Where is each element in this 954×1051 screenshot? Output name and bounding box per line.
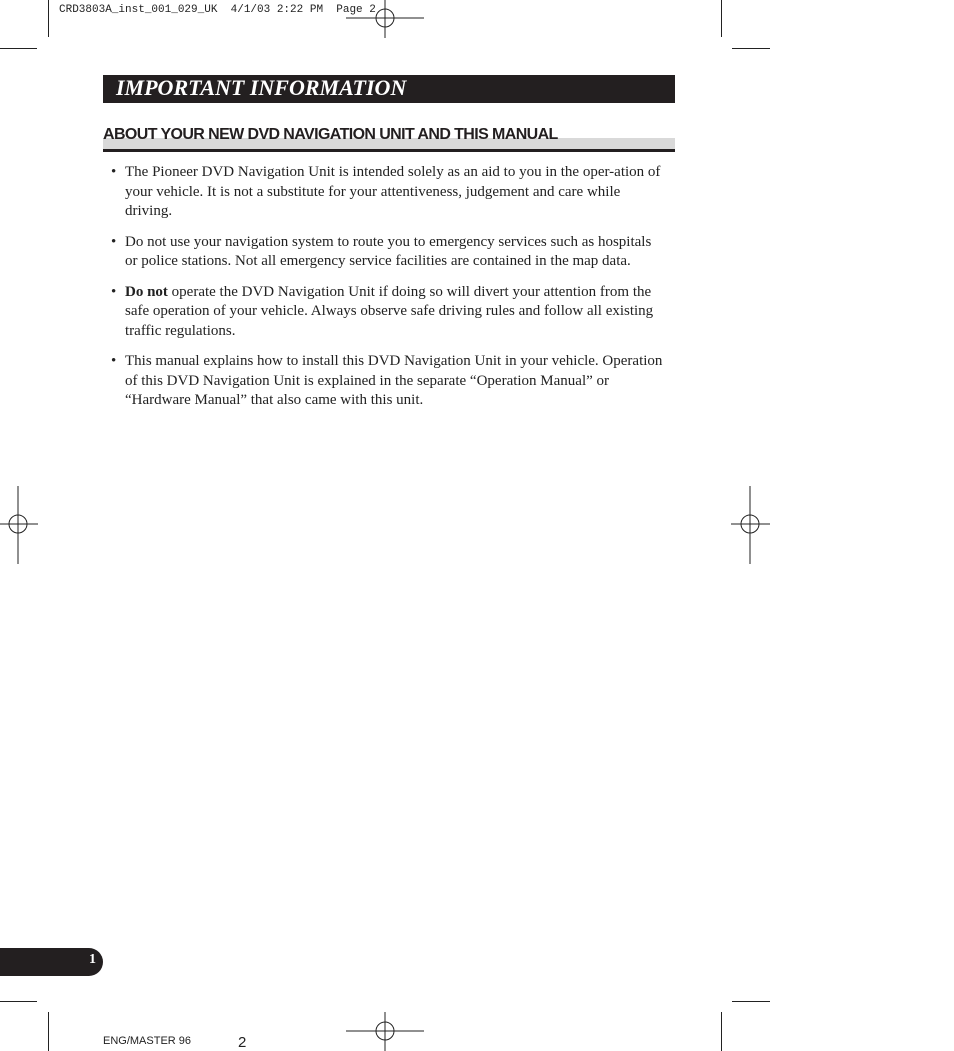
section-tab-number: 1	[89, 952, 96, 967]
bullet-icon: •	[111, 283, 117, 300]
list-item-text: Do not use your navigation system to route you to emergency services such as hospitals or police stations. Not all emergency service facilities are contained in the map data.	[125, 233, 652, 269]
list-item-text: The Pioneer DVD Navigation Unit is intended solely as an aid to you in the oper-ation of your vehicle. It is not a substitute for your attentiveness, judgement and care while driving.	[125, 164, 661, 219]
bullet-icon: •	[111, 353, 117, 369]
crop-mark	[721, 1012, 722, 1051]
section-heading	[103, 125, 675, 152]
registration-mark-icon	[731, 486, 770, 564]
list-item-text: This manual explains how to install this DVD Navigation Unit in your vehicle. Operation of this DVD Navigation Unit is explained in the separate “Operation Manual” or “Hardware Manual” that also came with this unit.	[125, 353, 663, 408]
crop-mark	[721, 0, 722, 37]
registration-mark-icon	[346, 0, 424, 38]
footer-code: ENG/MASTER 96	[103, 1035, 192, 1047]
crop-mark	[732, 48, 770, 49]
bullet-icon: •	[111, 164, 117, 180]
registration-mark-icon	[0, 486, 38, 564]
print-slug-line: CRD3803A_inst_001_029_UK 4/1/03 2:22 PM Page 2	[59, 4, 376, 16]
crop-mark	[0, 1001, 37, 1002]
list-item	[103, 352, 663, 411]
page-number: 2	[238, 1034, 247, 1051]
list-item	[103, 233, 663, 272]
crop-mark	[732, 1001, 770, 1002]
header-banner	[103, 75, 675, 103]
section-tab	[0, 948, 103, 976]
list-item-emphasis: Do not	[125, 283, 168, 300]
list-item	[103, 283, 663, 342]
section-heading-rule	[103, 149, 675, 152]
page-title: IMPORTANT INFORMATION	[116, 75, 407, 100]
crop-mark	[48, 0, 49, 37]
list-item	[103, 163, 663, 222]
crop-mark	[0, 48, 37, 49]
registration-mark-icon	[346, 1012, 424, 1051]
list-item-text: operate the DVD Navigation Unit if doing so will divert your attention from the safe operation of your vehicle. Always observe safe driving rules and follow all existing traffic regulations.	[125, 283, 654, 339]
crop-mark	[48, 1012, 49, 1051]
information-list	[103, 163, 663, 422]
section-title: ABOUT YOUR NEW DVD NAVIGATION UNIT AND THIS MANUAL	[103, 126, 558, 143]
bullet-icon: •	[111, 233, 117, 250]
